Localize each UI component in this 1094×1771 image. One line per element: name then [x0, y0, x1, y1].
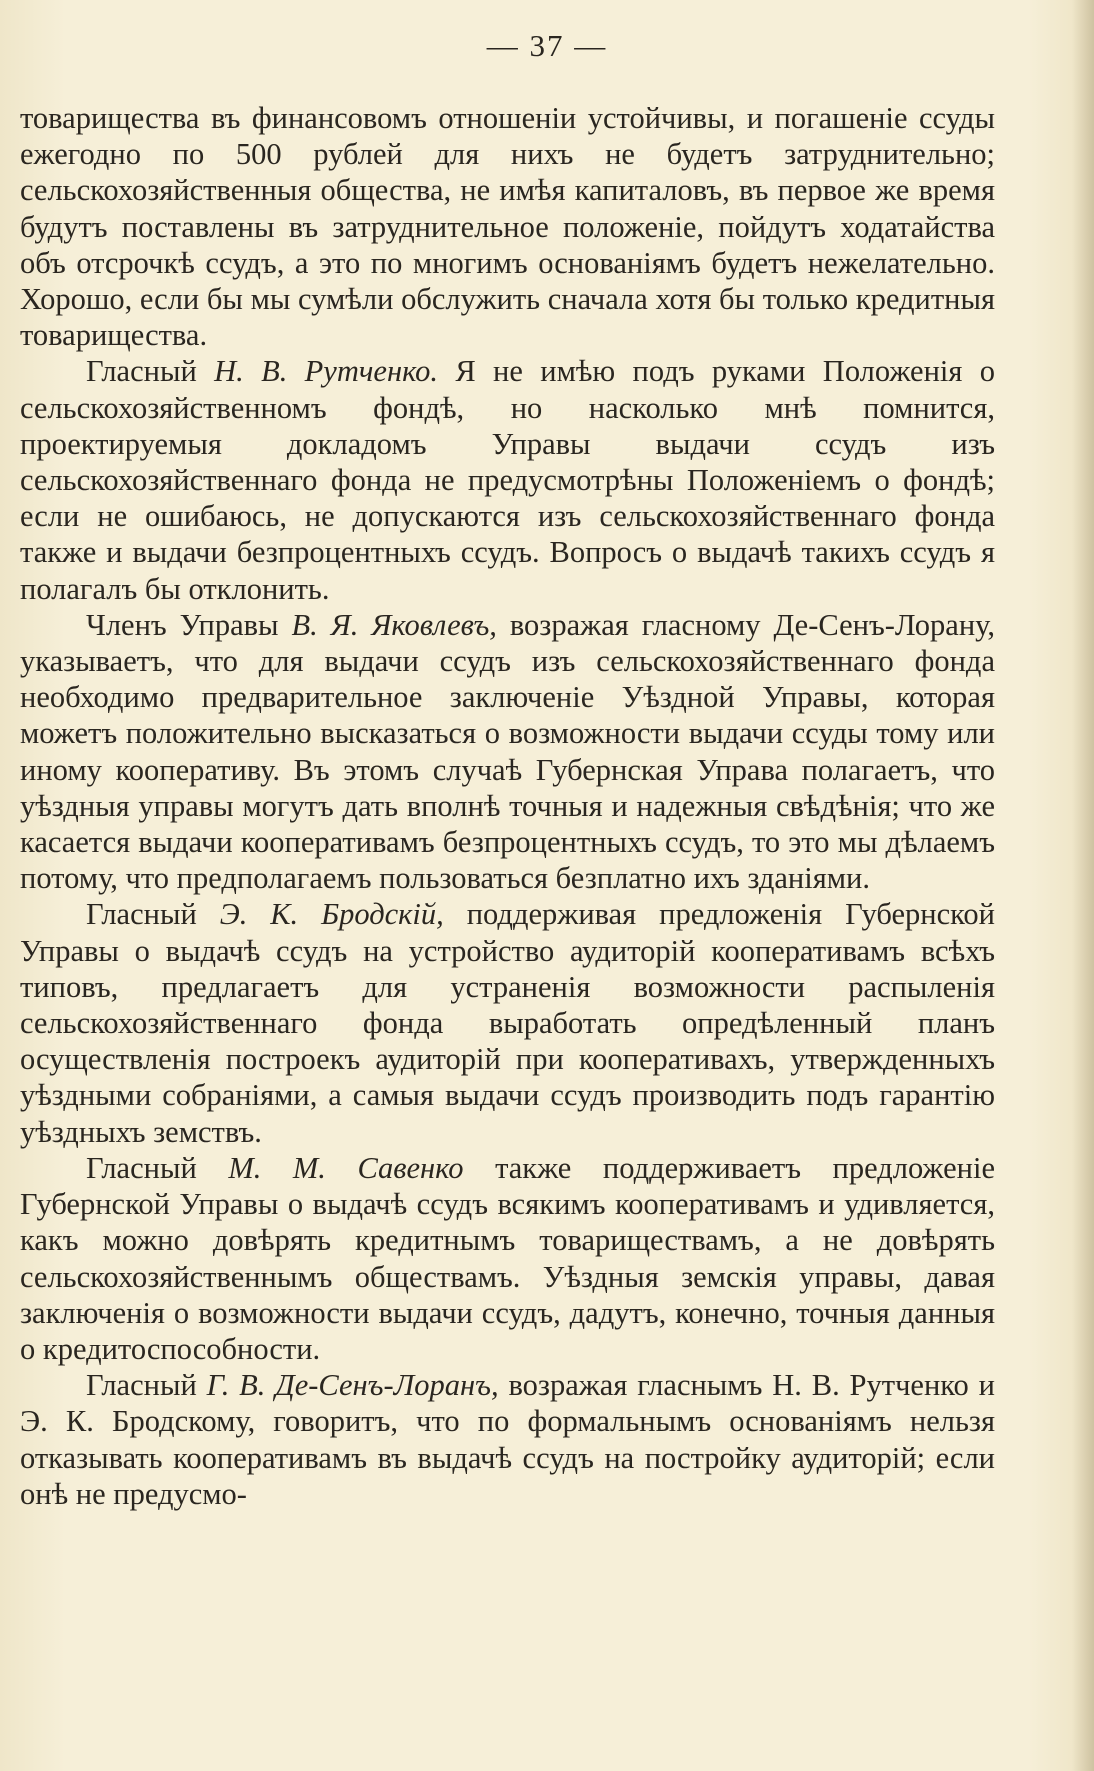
speaker-title: Гласный: [86, 354, 215, 389]
paragraph-3: [20, 607, 995, 897]
paragraph-5-text: также поддерживаетъ предложенiе Губернской Управы о выдачѣ ссудъ всякимъ кооперативамъ и удивляется, какъ можно довѣрять кредитнымъ товариществамъ, а не довѣрять сельскохозяйственнымъ обществамъ. Уѣздныя земскiя управы, давая заключенiя о возможности выдачи ссудъ, дадутъ, конечно, точныя данныя о кредитоспособности.: [20, 1150, 995, 1366]
speaker-name: Н. В. Рутченко.: [214, 354, 439, 389]
speaker-title: Гласный: [86, 1368, 207, 1403]
paragraph-4: [20, 896, 995, 1149]
paragraph-6-text: возражая гласнымъ Н. В. Рутченко и Э. К. Бродскому, говоритъ, что по формальнымъ основанiямъ нельзя отказывать кооперативамъ въ выдачѣ ссудъ на постройку аудиторiй; если онѣ не предусмо-: [20, 1368, 995, 1511]
speaker-title: Членъ Управы: [86, 607, 292, 642]
speaker-title: Гласный: [86, 897, 220, 932]
paragraph-2-text: Я не имѣю подъ руками Положенiя о сельскохозяйственномъ фондѣ, но насколько мнѣ помнится, проектируемыя докладомъ Управы выдачи ссудъ изъ сельскохозяйственнаго фонда не предусмотрѣны Положенiемъ о фондѣ; если не ошибаюсь, не допускаются изъ сельскохозяйственнаго фонда также и выдачи безпроцентныхъ ссудъ. Вопросъ о выдачѣ такихъ ссудъ я полагалъ бы отклонить.: [20, 354, 995, 606]
speaker-name: Э. К. Бродскiй,: [219, 897, 444, 932]
page-edge-shadow: [1072, 0, 1094, 1771]
paragraph-4-text: поддерживая предложенiя Губернской Управы о выдачѣ ссудъ на устройство аудиторiй кооперативамъ всѣхъ типовъ, предлагаетъ для устраненiя возможности распыленiя сельскохозяйственнаго фонда выработать опредѣленный планъ осуществленiя построекъ аудиторiй при кооперативахъ, утвержденныхъ уѣздными собранiями, а самыя выдачи ссудъ производить подъ гарантiю уѣздныхъ земствъ.: [20, 897, 995, 1149]
body-text: [20, 100, 995, 1512]
paragraph-3-text: возражая гласному Де-Сенъ-Лорану, указываетъ, что для выдачи ссудъ изъ сельскохозяйственнаго фонда необходимо предварительное заключенiе Уѣздной Управы, которая можетъ положительно высказаться о возможности выдачи ссуды тому или иному кооперативу. Въ этомъ случаѣ Губернская Управа полагаетъ, что уѣздныя управы могутъ дать вполнѣ точныя и надежныя свѣдѣнiя; что же касается выдачи кооперативамъ безпроцентныхъ ссудъ, то это мы дѣлаемъ потому, что предполагаемъ пользоваться безплатно ихъ зданiями.: [20, 607, 995, 896]
speaker-name: М. М. Савенко: [228, 1150, 464, 1185]
speaker-name: В. Я. Яковлевъ,: [291, 607, 497, 642]
paragraph-1-text: товарищества въ финансовомъ отношенiи устойчивы, и погашенiе ссуды ежегодно по 500 рублей для нихъ не будетъ затруднительно; сельскохозяйственныя общества, не имѣя капиталовъ, въ первое же время будутъ поставлены въ затруднительное положенiе, пойдутъ ходатайства объ отсрочкѣ ссудъ, а это по многимъ основанiямъ будетъ нежелательно. Хорошо, если бы мы сумѣли обслужить сначала хотя бы только кредитныя товарищества.: [20, 101, 995, 353]
page-number: — 37 —: [486, 28, 608, 63]
paragraph-2: [20, 353, 995, 606]
paragraph-5: [20, 1150, 995, 1367]
speaker-name: Г. В. Де-Сенъ-Лоранъ,: [206, 1368, 499, 1403]
paragraph-1: [20, 100, 995, 353]
paragraph-6: [20, 1367, 995, 1512]
speaker-title: Гласный: [86, 1150, 229, 1185]
